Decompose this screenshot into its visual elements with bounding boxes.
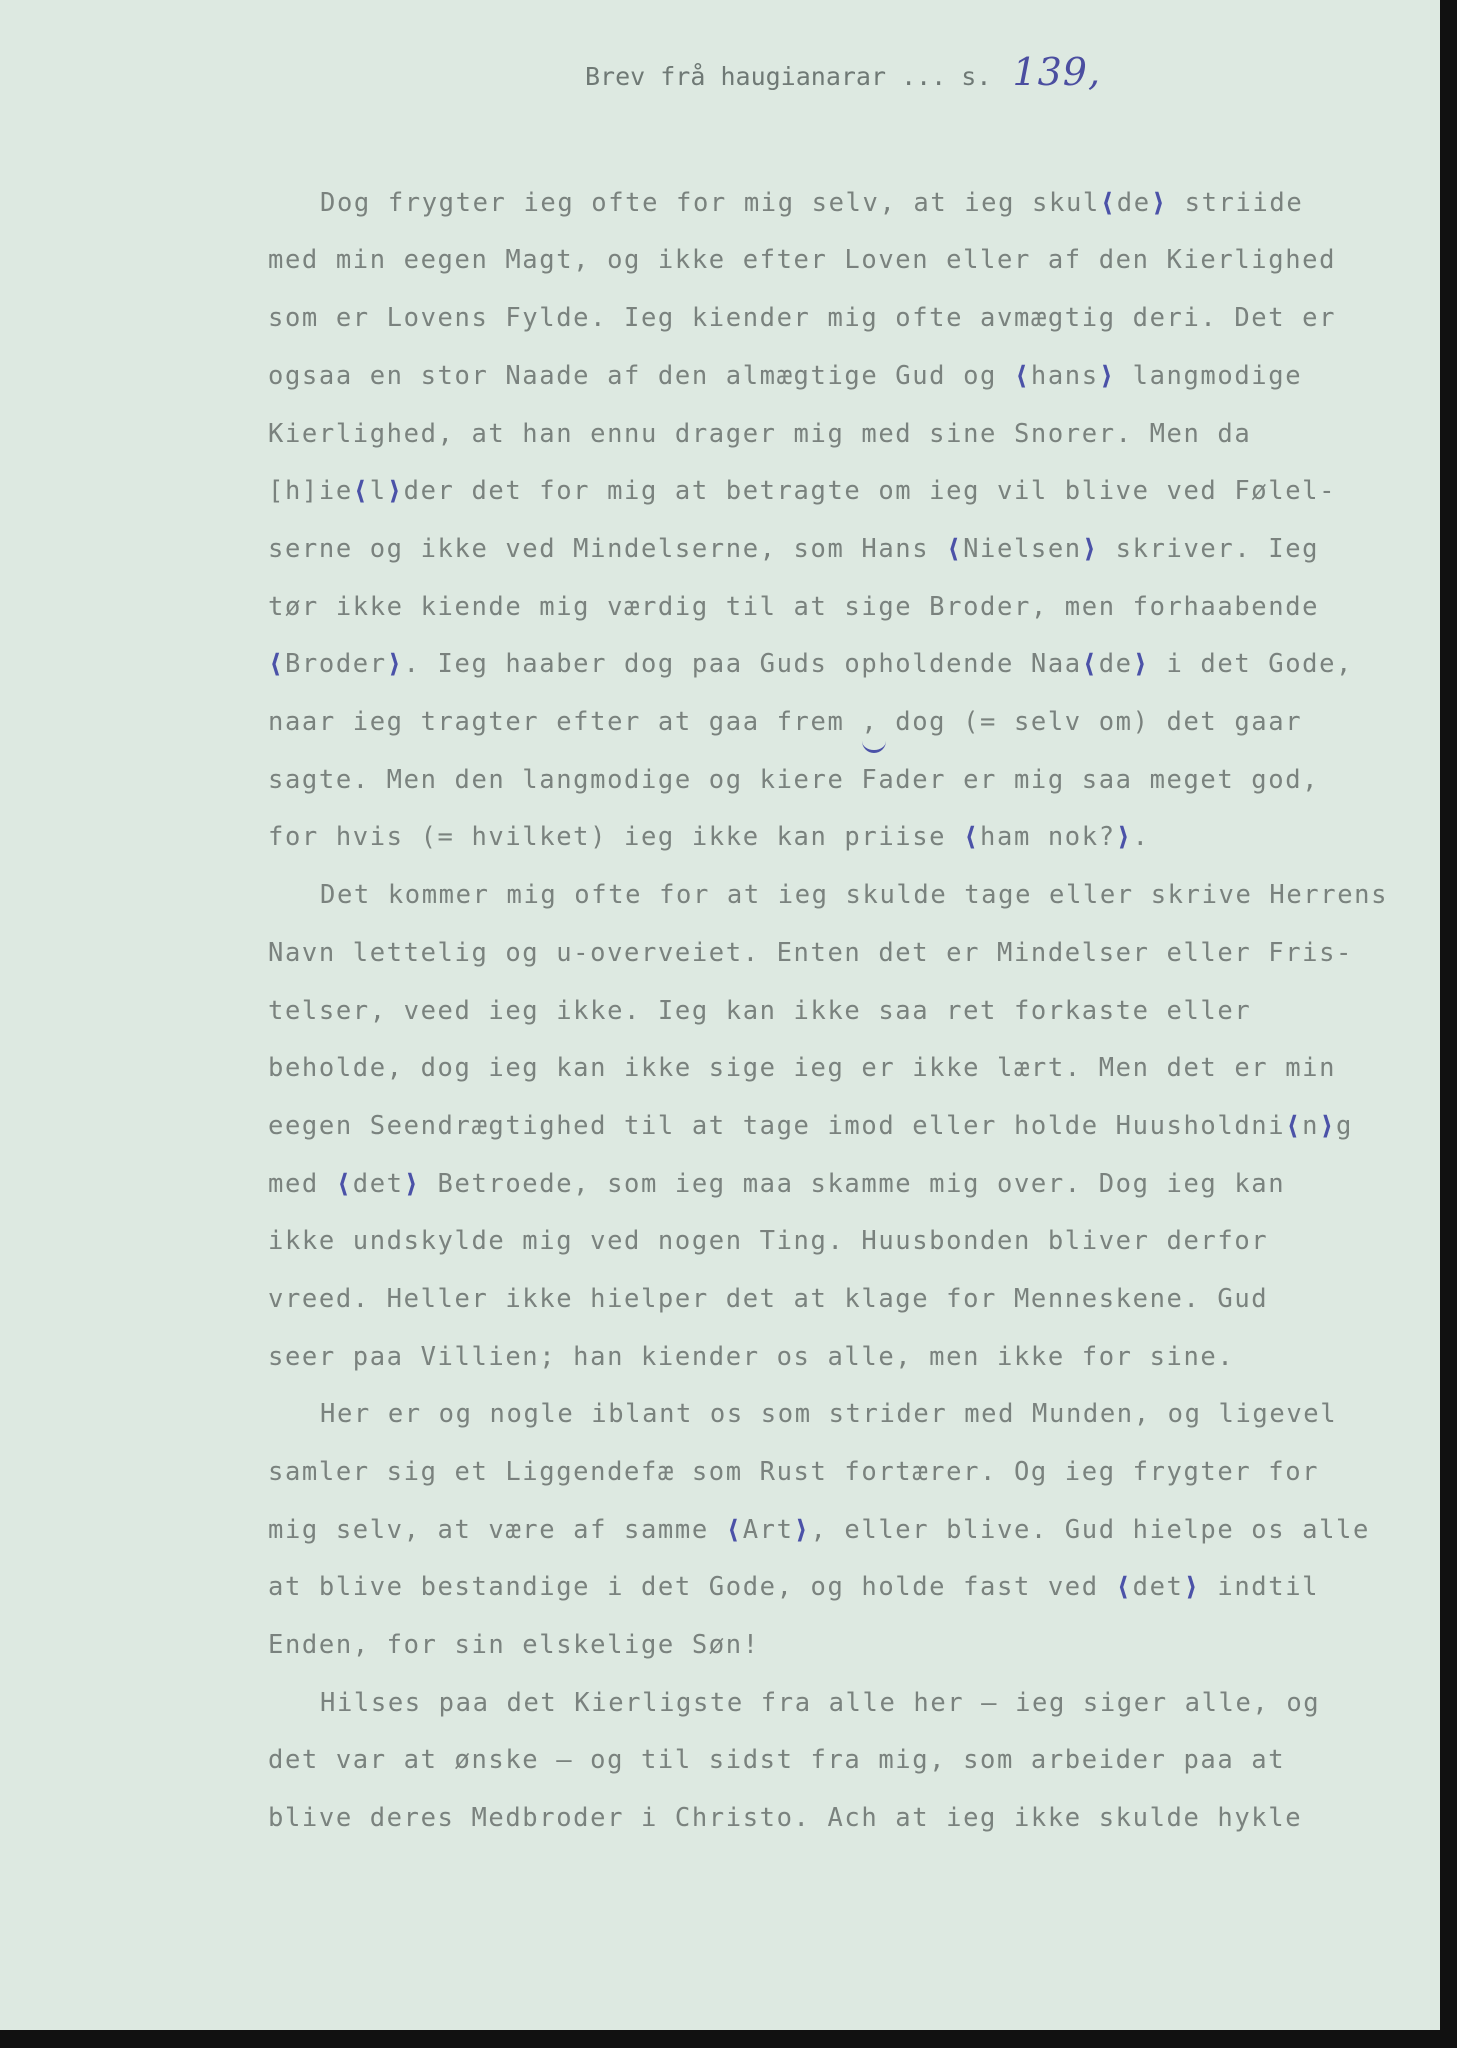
text-line: blive deres Medbroder i Christo. Ach at ieg ikke skulde hykle xyxy=(268,1803,1303,1833)
text-line: Enden, for sin elskelige Søn! xyxy=(268,1630,760,1660)
text-line: vreed. Heller ikke hielper det at klage for Menneskene. Gud xyxy=(268,1284,1269,1314)
header-title: Brev frå haugianarar ... s. xyxy=(585,62,992,91)
text-line: tør ikke kiende mig værdig til at sige Broder, men forhaabende xyxy=(268,592,1320,622)
text-line: med ⟨det⟩ Betroede, som ieg maa skamme mig over. Dog ieg kan xyxy=(268,1169,1286,1199)
text-line: Hilses paa det Kierligste fra alle her — ieg siger alle, og xyxy=(320,1688,1321,1718)
text-line: for hvis (= hvilket) ieg ikke kan priise ⟨ham nok?⟩. xyxy=(268,822,1150,852)
text-line: Kierlighed, at han ennu drager mig med sine Snorer. Men da xyxy=(268,419,1252,449)
text-line: ogsaa en stor Naade af den almægtige Gud og ⟨hans⟩ langmodige xyxy=(268,361,1303,391)
text-line: [h]ie⟨l⟩der det for mig at betragte om ieg vil blive ved Følel- xyxy=(268,476,1337,506)
text-line: som er Lovens Fylde. Ieg kiender mig ofte avmægtig deri. Det er xyxy=(268,303,1337,333)
text-line: det var at ønske — og til sidst fra mig, som arbeider paa at xyxy=(268,1745,1286,1775)
text-line: med min eegen Magt, og ikke efter Loven eller af den Kierlighed xyxy=(268,245,1337,275)
text-line: beholde, dog ieg kan ikke sige ieg er ikke lært. Men det er min xyxy=(268,1053,1337,1083)
text-line: Dog frygter ieg ofte for mig selv, at ieg skul⟨de⟩ striide xyxy=(320,188,1304,218)
text-line: seer paa Villien; han kiender os alle, men ikke for sine. xyxy=(268,1342,1235,1372)
handwritten-page-number: 139, xyxy=(1012,50,1102,94)
text-line: mig selv, at være af samme ⟨Art⟩, eller blive. Gud hielpe os alle xyxy=(268,1515,1370,1545)
text-line: samler sig et Liggendefæ som Rust fortærer. Og ieg frygter for xyxy=(268,1457,1320,1487)
text-line: at blive bestandige i det Gode, og holde fast ved ⟨det⟩ indtil xyxy=(268,1572,1320,1602)
text-line: ikke undskylde mig ved nogen Ting. Huusbonden bliver derfor xyxy=(268,1226,1269,1256)
text-line: serne og ikke ved Mindelserne, som Hans ⟨Nielsen⟩ skriver. Ieg xyxy=(268,534,1320,564)
text-line: naar ieg tragter efter at gaa frem , dog (= selv om) det gaar xyxy=(268,707,1303,737)
text-line: sagte. Men den langmodige og kiere Fader er mig saa meget god, xyxy=(268,765,1320,795)
text-line: telser, veed ieg ikke. Ieg kan ikke saa ret forkaste eller xyxy=(268,996,1252,1026)
text-line: ⟨Broder⟩. Ieg haaber dog paa Guds opholdende Naa⟨de⟩ i det Gode, xyxy=(268,649,1353,679)
text-line: Navn lettelig og u-overveiet. Enten det er Mindelser eller Fris- xyxy=(268,938,1353,968)
text-line: Her er og nogle iblant os som strider med Munden, og ligevel xyxy=(320,1399,1338,1429)
text-line: Det kommer mig ofte for at ieg skulde tage eller skrive Herrens xyxy=(320,880,1389,910)
text-line: eegen Seendrægtighed til at tage imod eller holde Huusholdni⟨n⟩g xyxy=(268,1111,1353,1141)
